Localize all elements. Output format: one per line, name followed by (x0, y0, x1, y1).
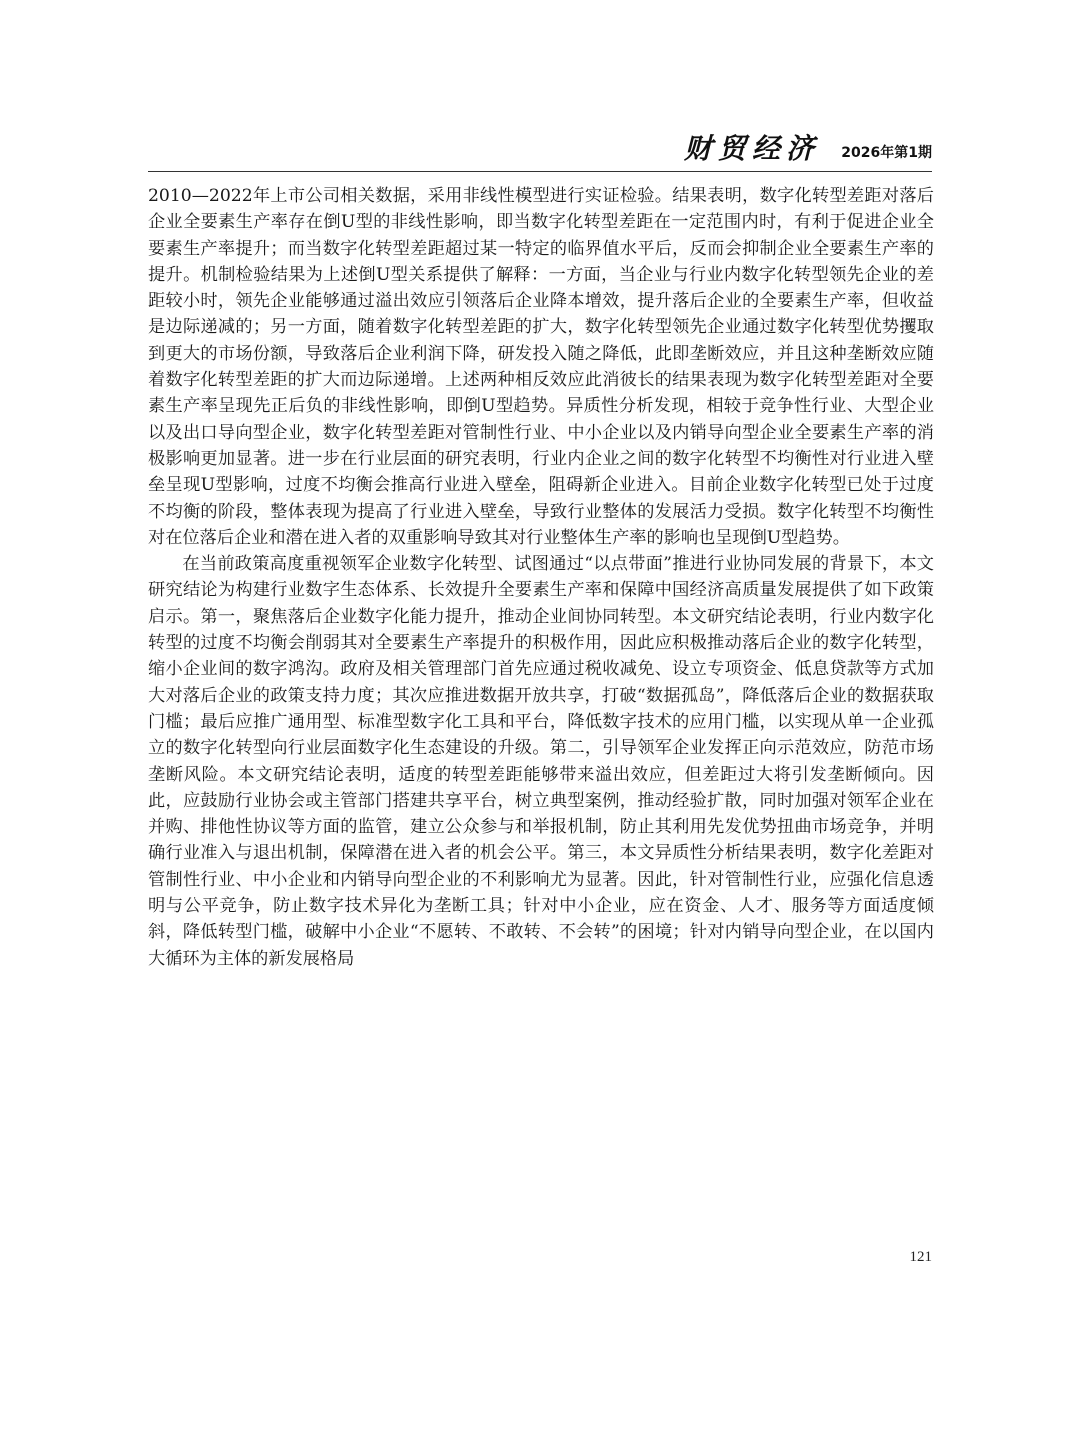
page-number: 121 (909, 1249, 932, 1265)
header-divider (148, 171, 932, 172)
paragraph-continued: 2010—2022年上市公司相关数据，采用非线性模型进行实证检验。结果表明，数字化转型差距对落后企业全要素生产率存在倒U型的非线性影响，即当数字化转型差距在一定范围内时，有利于促进企业全要素生产率提升；而当数字化转型差距超过某一特定的临界值水平后，反而会抑制企业全要素生产率的提升。机制检验结果为上述倒U型关系提供了解释：一方面，当企业与行业内数字化转型领先企业的差距较小时，领先企业能够通过溢出效应引领落后企业降本增效，提升落后企业的全要素生产率，但收益是边际递减的；另一方面，随着数字化转型差距的扩大，数字化转型领先企业通过数字化转型优势攫取到更大的市场份额，导致落后企业利润下降，研发投入随之降低，此即垄断效应，并且这种垄断效应随着数字化转型差距的扩大而边际递增。上述两种相反效应此消彼长的结果表现为数字化转型差距对全要素生产率呈现先正后负的非线性影响，即倒U型趋势。异质性分析发现，相较于竞争性行业、大型企业以及出口导向型企业，数字化转型差距对管制性行业、中小企业以及内销导向型企业全要素生产率的消极影响更加显著。进一步在行业层面的研究表明，行业内企业之间的数字化转型不均衡性对行业进入壁垒呈现U型影响，过度不均衡会推高行业进入壁垒，阻碍新企业进入。目前企业数字化转型已处于过度不均衡的阶段，整体表现为提高了行业进入壁垒，导致行业整体的发展活力受损。数字化转型不均衡性对在位落后企业和潜在进入者的双重影响导致其对行业整体生产率的影响也呈现倒U型趋势。 (148, 186, 934, 548)
issue-label: 2026年第1期 (841, 145, 932, 161)
article-body (148, 183, 934, 972)
running-header (148, 128, 932, 172)
paragraph-policy-implications: 在当前政策高度重视领军企业数字化转型、试图通过“以点带面”推进行业协同发展的背景下，本文研究结论为构建行业数字生态体系、长效提升全要素生产率和保障中国经济高质量发展提供了如下政策启示。第一，聚焦落后企业数字化能力提升，推动企业间协同转型。本文研究结论表明，行业内数字化转型的过度不均衡会削弱其对全要素生产率提升的积极作用，因此应积极推动落后企业的数字化转型，缩小企业间的数字鸿沟。政府及相关管理部门首先应通过税收减免、设立专项资金、低息贷款等方式加大对落后企业的政策支持力度；其次应推进数据开放共享，打破“数据孤岛”，降低落后企业的数据获取门槛；最后应推广通用型、标准型数字化工具和平台，降低数字技术的应用门槛，以实现从单一企业孤立的数字化转型向行业层面数字化生态建设的升级。第二，引导领军企业发挥正向示范效应，防范市场垄断风险。本文研究结论表明，适度的转型差距能够带来溢出效应，但差距过大将引发垄断倾向。因此，应鼓励行业协会或主管部门搭建共享平台，树立典型案例，推动经验扩散，同时加强对领军企业在并购、排他性协议等方面的监管，建立公众参与和举报机制，防止其利用先发优势扭曲市场竞争，并明确行业准入与退出机制，保障潜在进入者的机会公平。第三，本文异质性分析结果表明，数字化差距对管制性行业、中小企业和内销导向型企业的不利影响尤为显著。因此，针对管制性行业，应强化信息透明与公平竞争，防止数字技术异化为垄断工具；针对中小企业，应在资金、人才、服务等方面适度倾斜，降低转型门槛，破解中小企业“不愿转、不敢转、不会转”的困境；针对内销导向型企业，在以国内大循环为主体的新发展格局 (148, 554, 934, 969)
journal-title: 财贸经济 (683, 132, 820, 165)
